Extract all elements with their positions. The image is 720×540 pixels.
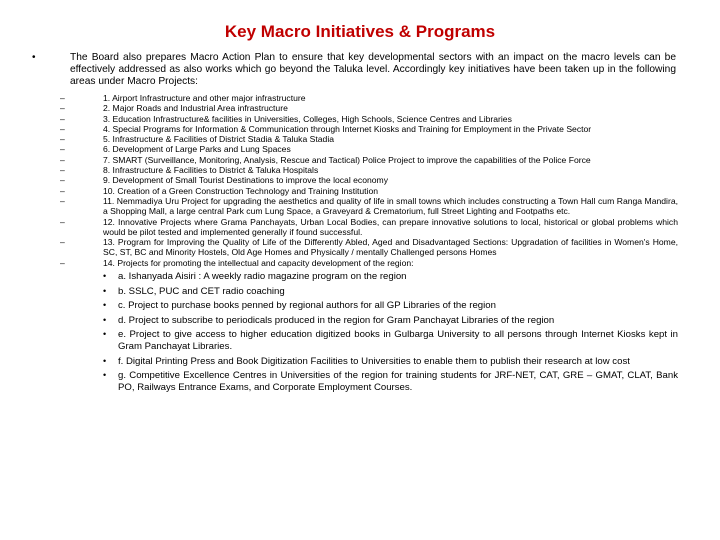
list-item: – 14. Projects for promoting the intellectual and capacity development of the region: • a. Ishanyada Aisiri : A weekly radio magazine program on the region • b. SSLC, PUC and CET radio coaching • c. Project to purchase books penned by regional authors for all GP Libraries of the region • d. Project to subscribe to periodicals produced in the region for Gram Panchayat Libraries of the region • e. Project to give access to higher education digitized books in Gulbarga University to all persons through Internet Kiosks kept in Gram Panchayat Libraries. • f. Digital Printing Press and Book Digitization Facilities to Universities to enable them to publish their research at low cost • g. Competitive Excellence Centres in Universities of the region for training students for JRF-NET, CAT, GRE – GMAT, CLAT, Bank PO, Railways Entrance Exams, and Corporate Employment Courses. bbox=[60, 257, 678, 393]
dash-icon: – bbox=[60, 144, 65, 155]
dash-icon: – bbox=[60, 134, 65, 145]
sub-list-item: • g. Competitive Excellence Centres in Universities of the region for training students for JRF-NET, CAT, GRE – GMAT, CLAT, Bank PO, Railways Entrance Exams, and Corporate Employment Courses. bbox=[103, 370, 678, 393]
list-item: – 9. Development of Small Tourist Destinations to improve the local economy bbox=[60, 175, 389, 186]
list-item: – 13. Program for Improving the Quality of Life of the Differently Abled, Aged and Disadvantaged Sections: Upgradation of facilities in Women's Home, SC, ST, BC and Minority Hostels, Old Age Homes and Physically / mentally Challenged persons Homes bbox=[60, 237, 678, 258]
dash-icon: – bbox=[60, 113, 65, 124]
sub-list-item: • c. Project to purchase books penned by regional authors for all GP Libraries of the region bbox=[103, 300, 496, 312]
sub-list-item: • d. Project to subscribe to periodicals produced in the region for Gram Panchayat Libraries of the region bbox=[103, 314, 555, 326]
list-item: – 7. SMART (Surveillance, Monitoring, Analysis, Rescue and Tactical) Police Project to improve the capabilities of the Police Force bbox=[60, 154, 591, 165]
list-item: – 6. Development of Large Parks and Lung Spaces bbox=[60, 144, 291, 155]
sub-list-item: • e. Project to give access to higher education digitized books in Gulbarga University to all persons through Internet Kiosks kept in Gram Panchayat Libraries. bbox=[103, 329, 678, 353]
sub-list-item: • f. Digital Printing Press and Book Digitization Facilities to Universities to enable them to publish their research at low cost bbox=[103, 355, 630, 367]
bullet-icon: • bbox=[32, 52, 36, 63]
dash-icon: – bbox=[60, 123, 65, 134]
bullet-icon: • bbox=[103, 271, 107, 282]
dash-icon: – bbox=[60, 165, 65, 176]
list-item: – 12. Innovative Projects where Grama Panchayats, Urban Local Bodies, can prepare innovative solutions to local, historical or global problems which would be pilot tested and implemented generally if found successful. bbox=[60, 216, 678, 237]
bullet-icon: • bbox=[103, 329, 107, 340]
sub-projects-list bbox=[103, 271, 678, 393]
dash-icon: – bbox=[60, 216, 65, 227]
dash-icon: – bbox=[60, 154, 65, 165]
list-item: – 3. Education Infrastructure& facilities in Universities, Colleges, High Schools, Science Centres and Libraries bbox=[60, 113, 512, 124]
bullet-icon: • bbox=[103, 370, 107, 381]
list-item: – 8. Infrastructure & Facilities to District & Taluka Hospitals bbox=[60, 165, 319, 176]
list-item: – 10. Creation of a Green Construction Technology and Training Institution bbox=[60, 185, 379, 196]
bullet-icon: • bbox=[103, 314, 107, 325]
slide-title: Key Macro Initiatives & Programs bbox=[224, 22, 496, 41]
intro-paragraph: The Board also prepares Macro Action Plan to ensure that key developmental sectors with an impact on the macro levels can be effectively addressed as also works which go beyond the Taluka level. Accordingly key initiatives have been taken up in the following areas under Macro Projects: bbox=[70, 52, 676, 87]
dash-icon: – bbox=[60, 257, 65, 268]
sub-list-item: • a. Ishanyada Aisiri : A weekly radio magazine program on the region bbox=[103, 271, 407, 283]
dash-icon: – bbox=[60, 185, 65, 196]
list-item: – 5. Infrastructure & Facilities of District Stadia & Taluka Stadia bbox=[60, 134, 335, 145]
bullet-icon: • bbox=[103, 300, 107, 311]
dash-icon: – bbox=[60, 237, 65, 248]
projects-list bbox=[60, 93, 678, 396]
dash-icon: – bbox=[60, 93, 65, 103]
bullet-icon: • bbox=[103, 285, 107, 296]
dash-icon: – bbox=[60, 175, 65, 186]
sub-list-item: • b. SSLC, PUC and CET radio coaching bbox=[103, 285, 285, 297]
list-item: – 1. Airport Infrastructure and other major infrastructure bbox=[60, 93, 306, 103]
list-item: – 11. Nemmadiya Uru Project for upgrading the aesthetics and quality of life in small towns which includes constructing a Town Hall cum Ranga Mandira, a Shopping Mall, a large central Park cum Lung Space, a Graveyard & Crematorium, full Street Lighting and Footpaths etc. bbox=[60, 195, 678, 217]
dash-icon: – bbox=[60, 195, 65, 206]
list-item: – 4. Special Programs for Information & Communication through Internet Kiosks and Training for Employment in the Private Sector bbox=[60, 123, 592, 134]
dash-icon: – bbox=[60, 103, 65, 114]
bullet-icon: • bbox=[103, 355, 107, 366]
list-item: – 2. Major Roads and Industrial Area infrastructure bbox=[60, 103, 288, 114]
